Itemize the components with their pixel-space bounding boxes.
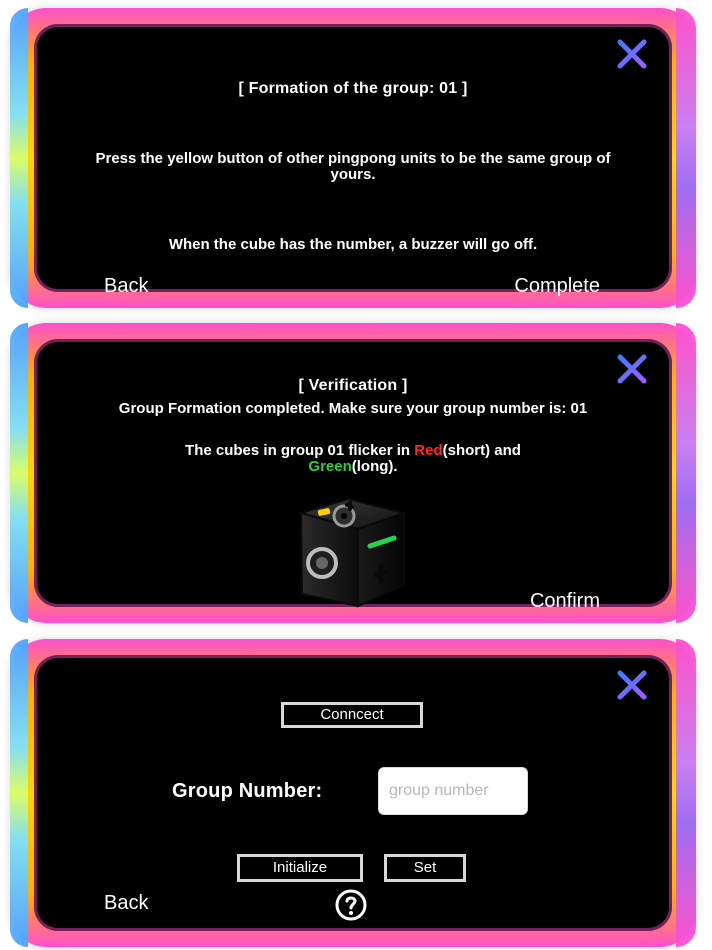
- panel-verification-content: [34, 339, 672, 612]
- initialize-button[interactable]: Initialize: [237, 854, 363, 882]
- help-icon[interactable]: [334, 888, 368, 922]
- group-formation-title: [ Formation of the group: 01 ]: [238, 80, 468, 97]
- confirm-button[interactable]: Confirm: [529, 590, 600, 612]
- flicker-prefix: The cubes in group 01 flicker in: [185, 442, 415, 459]
- panel-group-formation-content: [34, 24, 672, 297]
- panel-group-formation: [10, 8, 696, 308]
- close-icon[interactable]: [614, 667, 650, 703]
- verification-message: Group Formation completed. Make sure your group number is: 01: [118, 400, 588, 417]
- back-button[interactable]: Back: [104, 892, 149, 914]
- set-button[interactable]: Set: [384, 854, 466, 882]
- buzzer-note: When the cube has the number, a buzzer will go off.: [168, 236, 538, 253]
- panel-verification: [10, 323, 696, 623]
- pingpong-cube-image: [266, 491, 436, 611]
- close-icon[interactable]: [614, 36, 650, 72]
- instructions-text: Press the yellow button of other pingpong units to be the same group of yours.: [95, 150, 611, 183]
- panel-connect-content: [34, 655, 672, 931]
- green-word: Green: [308, 458, 352, 475]
- long-text: (long).: [351, 458, 398, 475]
- connect-button[interactable]: Conncect: [281, 702, 423, 728]
- panel-connect: [10, 639, 696, 947]
- complete-button[interactable]: Complete: [514, 275, 600, 297]
- red-word: Red: [414, 442, 443, 459]
- short-text: (short) and: [442, 442, 521, 459]
- verification-title: [ Verification ]: [298, 377, 408, 394]
- group-number-input[interactable]: [378, 767, 528, 815]
- flicker-instructions: [74, 443, 632, 475]
- back-button[interactable]: Back: [104, 275, 149, 297]
- close-icon[interactable]: [614, 351, 650, 387]
- group-number-label: Group Number:: [172, 780, 323, 802]
